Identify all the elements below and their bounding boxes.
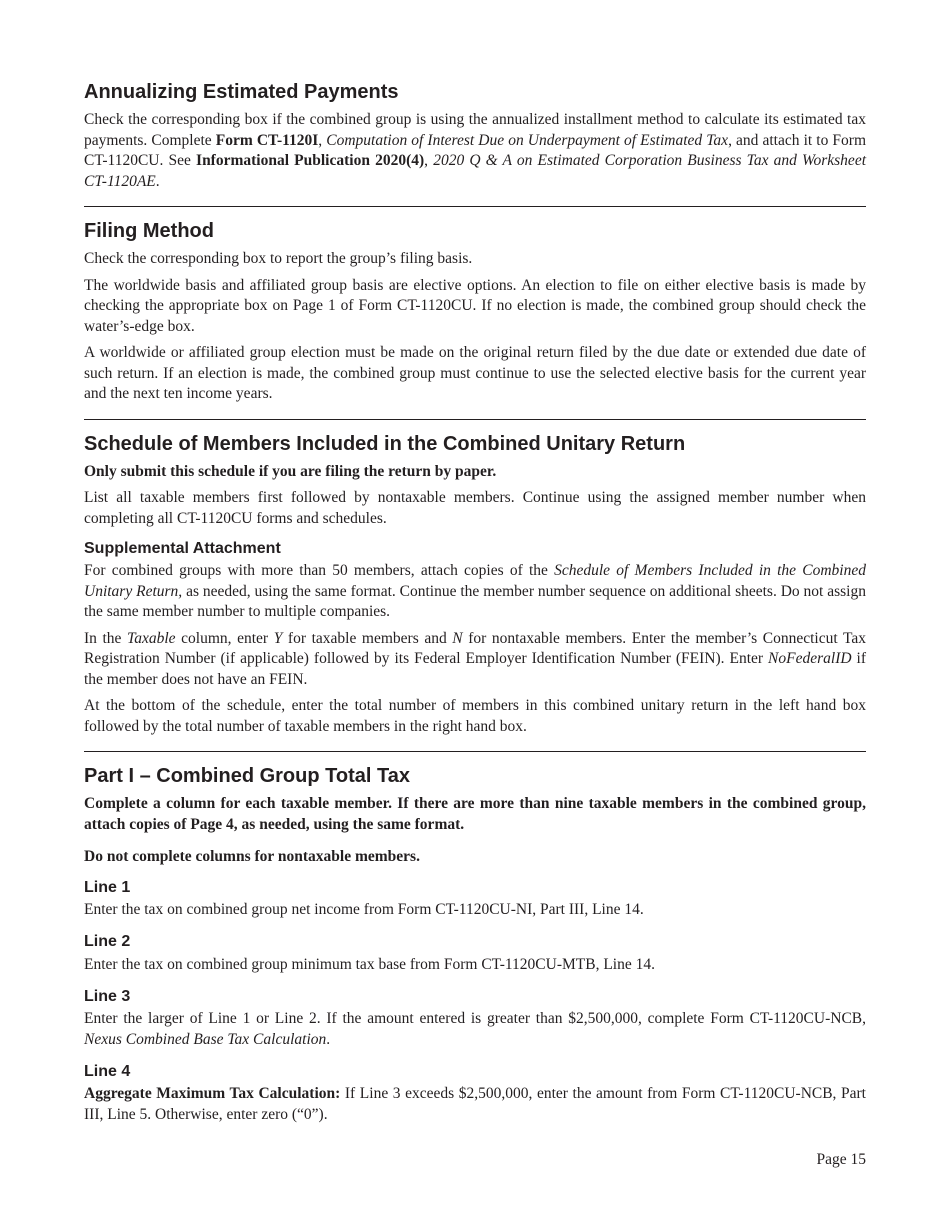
- schedule-bottom-paragraph: At the bottom of the schedule, enter the total number of members in this combined unitary return in the left hand box followed by the total number of taxable members in the right hand box.: [84, 697, 866, 735]
- line-2-title: Line 2: [84, 933, 131, 951]
- filing-method-paragraph-2: The worldwide basis and affiliated group basis are elective options. An election to file on either elective basis is made by checking the appropriate box on Page 1 of Form CT-1120CU. If no election is made, the combined group should check the water’s-edge box.: [84, 276, 866, 335]
- line-3-title: Line 3: [84, 988, 131, 1006]
- form-ct1120i-ref: Form CT-1120I: [215, 131, 319, 149]
- part-i-instruction: Complete a column for each taxable member. If there are more than nine taxable members in the combined group, attach copies of Page 4, as needed, using the same format.: [84, 795, 866, 833]
- schedule-paragraph-list: List all taxable members first followed by nontaxable members. Continue using the assigned member number when completing all CT-1120CU forms and schedules.: [84, 489, 866, 527]
- line-4-title: Line 4: [84, 1063, 131, 1081]
- schedule-paper-note: Only submit this schedule if you are filing the return by paper.: [84, 462, 497, 480]
- taxable-column-paragraph: In the Taxable column, enter Y for taxable members and N for nontaxable members. Enter the member’s Connecticut Tax Registration Number (if applicable) followed by its Federal Employer Identification Number (FEIN). Enter NoFederalID if the member does not have an FEIN.: [84, 629, 867, 688]
- section-title-schedule-of-members: Schedule of Members Included in the Combined Unitary Return: [84, 432, 686, 455]
- section-title-part-i: Part I – Combined Group Total Tax: [84, 765, 410, 788]
- line-3-text: Enter the larger of Line 1 or Line 2. If the amount entered is greater than $2,500,000, complete Form CT-1120CU-NCB, Nexus Combined Base Tax Calculation.: [84, 1010, 866, 1048]
- filing-method-paragraph-3: A worldwide or affiliated group election must be made on the original return filed by the due date or extended due date of such return. If an election is made, the combined group must continue to use the selected elective basis for the current year and the next ten income years.: [84, 344, 866, 402]
- line-1-text: Enter the tax on combined group net income from Form CT-1120CU-NI, Part III, Line 14.: [84, 900, 644, 918]
- section-title-filing-method: Filing Method: [84, 220, 214, 242]
- line-1-title: Line 1: [84, 878, 131, 896]
- filing-method-paragraph-1: Check the corresponding box to report the group’s filing basis.: [84, 250, 473, 267]
- line-2-text: Enter the tax on combined group minimum tax base from Form CT-1120CU-MTB, Line 14.: [84, 955, 655, 973]
- section-divider: [84, 419, 866, 420]
- ip-2020-4-ref: Informational Publication 2020(4): [196, 152, 425, 169]
- section-divider: [84, 206, 866, 207]
- line-4-text: Aggregate Maximum Tax Calculation: If Line 3 exceeds $2,500,000, enter the amount from Form CT-1120CU-NCB, Part III, Line 5. Otherwise, enter zero (“0”).: [84, 1085, 866, 1123]
- annualizing-paragraph: Check the corresponding box if the combined group is using the annualized installment method to calculate its estimated tax payments. Complete Form CT-1120I, Computation of Interest Due on Underpayment of Estimated Tax, and attach it to Form CT-1120CU. See Informational Publication 2020(4), 2020 Q & A on Estimated Corporation Business Tax and Worksheet CT-1120AE.: [84, 111, 867, 190]
- subsection-title-supplemental: Supplemental Attachment: [84, 540, 281, 557]
- supplemental-paragraph: For combined groups with more than 50 members, attach copies of the Schedule of Members Included in the Combined Unitary Return, as needed, using the same format. Continue the member number sequence on additional sheets. Do not assign the same member number to multiple companies.: [84, 562, 866, 621]
- part-i-nontaxable-note: Do not complete columns for nontaxable members.: [84, 848, 420, 866]
- page-number: Page 15: [816, 1151, 866, 1168]
- section-title-annualizing: Annualizing Estimated Payments: [84, 81, 399, 103]
- section-divider: [84, 751, 866, 752]
